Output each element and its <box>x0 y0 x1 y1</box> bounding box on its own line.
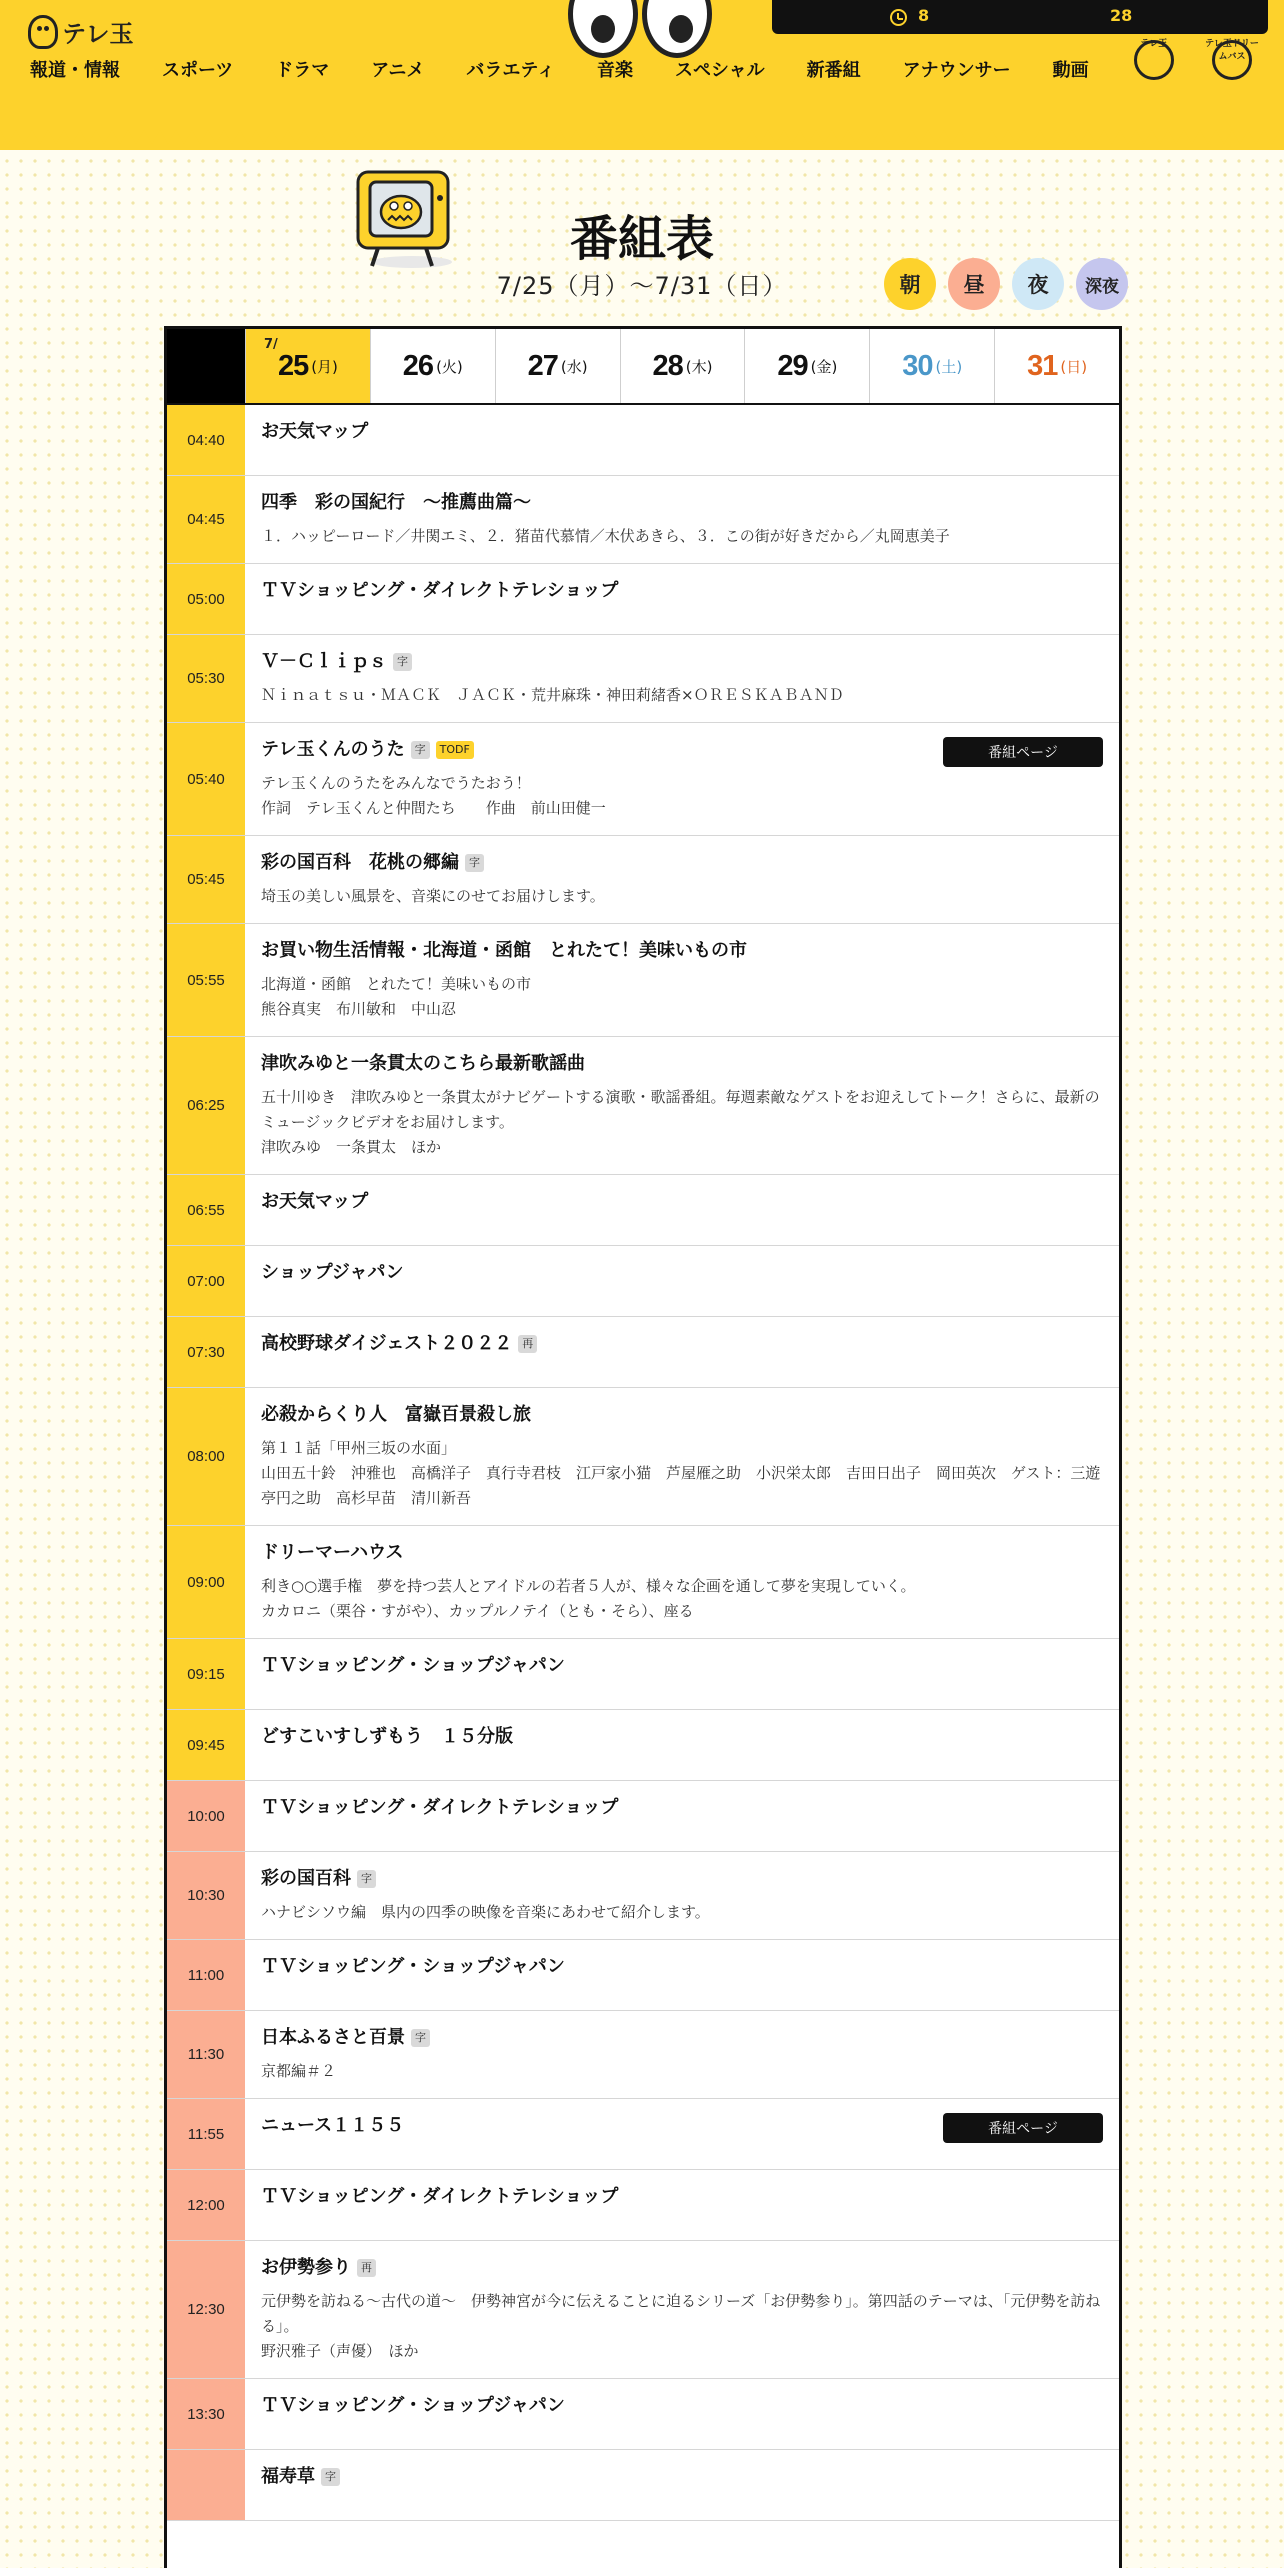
program-title[interactable]: 彩の国百科 <box>261 1868 351 1889</box>
program-title-line <box>261 649 1103 675</box>
day-tab-number: 30 <box>902 349 933 382</box>
program-row[interactable] <box>167 1317 1119 1388</box>
day-tab-31[interactable] <box>994 329 1119 403</box>
program-row[interactable] <box>167 1388 1119 1526</box>
site-header <box>0 0 1284 150</box>
program-time: 04:40 <box>167 405 245 475</box>
page-title: 番組表 <box>569 211 714 267</box>
program-title[interactable]: お買い物生活情報・北海道・函館 とれたて！美味いもの市 <box>261 940 747 961</box>
program-description: 第１１話「甲州三坂の水面」 山田五十鈴 沖雅也 高橋洋子 真行寺君枝 江戸家小猫 芦屋雁之助 小沢栄太郎 吉田日出子 岡田英次 ゲスト：三遊亭円之助 高杉早苗 清川新吾 <box>261 1439 1101 1507</box>
program-time <box>167 2450 245 2520</box>
site-logo[interactable] <box>28 14 134 49</box>
program-title-line <box>261 1402 1103 1428</box>
program-time: 08:00 <box>167 1388 245 1525</box>
program-badge: TODF <box>436 741 474 759</box>
program-description: テレ玉くんのうたをみんなでうたおう！ 作詞 テレ玉くんと仲間たち 作曲 前山田健一 <box>261 774 606 817</box>
program-body <box>245 476 1119 563</box>
program-title[interactable]: ＴＶショッピング・ダイレクトテレショップ <box>261 580 619 601</box>
program-row[interactable] <box>167 2379 1119 2450</box>
program-body <box>245 564 1119 634</box>
nav-special[interactable]: スペシャル <box>674 60 765 81</box>
teletama-app-label: テレ玉 <box>1140 39 1168 49</box>
program-title-line <box>261 1795 1103 1821</box>
program-time: 07:30 <box>167 1317 245 1387</box>
program-title-line <box>261 850 1103 876</box>
nav-new-programs[interactable]: 新番組 <box>806 60 861 81</box>
program-row[interactable] <box>167 1526 1119 1639</box>
logo-text: テレ玉 <box>62 20 134 48</box>
program-row[interactable] <box>167 2241 1119 2379</box>
program-title-line <box>261 938 1103 964</box>
program-title-line <box>261 1724 1103 1750</box>
day-tab-number: 26 <box>402 349 434 382</box>
clock-bar <box>772 0 1268 34</box>
program-title[interactable]: ショップジャパン <box>261 1262 404 1283</box>
program-title[interactable]: ＴＶショッピング・ダイレクトテレショップ <box>261 1797 619 1818</box>
program-body <box>245 2099 1119 2169</box>
global-nav <box>30 56 1089 82</box>
day-tab-29[interactable] <box>744 329 869 403</box>
nav-sports[interactable]: スポーツ <box>162 60 234 81</box>
program-page-button[interactable]: 番組ページ <box>943 2113 1103 2143</box>
tab-morning[interactable]: 朝 <box>884 258 936 310</box>
program-time: 12:30 <box>167 2241 245 2378</box>
day-tab-number: 31 <box>1027 349 1058 382</box>
program-time: 05:00 <box>167 564 245 634</box>
program-body <box>245 1526 1119 1638</box>
program-body <box>245 1710 1119 1780</box>
program-badge: 字 <box>321 2468 340 2486</box>
day-tab-month: 7/ <box>264 337 278 352</box>
program-description: 京都編＃２ <box>261 2062 337 2080</box>
program-row[interactable] <box>167 1037 1119 1175</box>
program-body <box>245 2241 1119 2378</box>
program-body <box>245 1852 1119 1939</box>
program-time: 06:55 <box>167 1175 245 1245</box>
program-body <box>245 2379 1119 2449</box>
program-title[interactable]: ＴＶショッピング・ショップジャパン <box>261 1655 565 1676</box>
program-row[interactable] <box>167 1940 1119 2011</box>
program-title[interactable]: お伊勢参り <box>261 2257 351 2278</box>
program-title[interactable]: 四季 彩の国紀行 ～推薦曲篇～ <box>261 492 531 513</box>
program-title[interactable]: どすこいすしずもう １５分版 <box>261 1726 513 1747</box>
day-tab-weekday: (日) <box>1060 357 1088 376</box>
day-tabs <box>167 329 1119 405</box>
program-body <box>245 1317 1119 1387</box>
day-header-corner <box>167 329 245 403</box>
program-time: 13:30 <box>167 2379 245 2449</box>
nav-videos[interactable]: 動画 <box>1052 60 1089 81</box>
program-row[interactable] <box>167 405 1119 476</box>
program-title[interactable]: お天気マップ <box>261 1191 369 1212</box>
day-tab-30[interactable] <box>869 329 994 403</box>
program-time: 05:40 <box>167 723 245 835</box>
day-tab-25[interactable] <box>245 329 370 403</box>
date-range: 7/25（月）〜7/31（日） <box>496 272 788 300</box>
nav-music[interactable]: 音楽 <box>596 60 633 81</box>
program-time: 09:15 <box>167 1639 245 1709</box>
program-time: 11:00 <box>167 1940 245 2010</box>
program-title[interactable]: Ｖ－Ｃｌｉｐｓ <box>261 651 387 672</box>
program-description: Ｎｉｎａｔｓｕ・ＭＡＣＫ ＪＡＣＫ・荒井麻珠・神田莉緒香×ＯＲＥＳＫＡＢＡＮＤ <box>261 686 844 704</box>
program-title[interactable]: ＴＶショッピング・ショップジャパン <box>261 1956 565 1977</box>
program-title[interactable]: お天気マップ <box>261 421 369 442</box>
clock-value-left: 8 <box>918 6 930 25</box>
program-badge: 字 <box>393 653 412 671</box>
program-body <box>245 635 1119 722</box>
day-tab-28[interactable] <box>620 329 745 403</box>
program-row[interactable] <box>167 2099 1119 2170</box>
program-title-line <box>261 1866 1103 1892</box>
program-body <box>245 2011 1119 2098</box>
program-row[interactable] <box>167 2450 1119 2521</box>
program-body <box>245 1037 1119 1174</box>
program-time: 11:55 <box>167 2099 245 2169</box>
program-title[interactable]: 日本ふるさと百景 <box>261 2027 405 2048</box>
program-title-line <box>261 1051 1103 1077</box>
time-of-day-tabs <box>884 258 1128 310</box>
program-time: 07:00 <box>167 1246 245 1316</box>
program-title-line <box>261 419 1103 445</box>
program-body <box>245 1388 1119 1525</box>
program-title[interactable]: 福寿草 <box>261 2466 315 2487</box>
program-row[interactable] <box>167 1246 1119 1317</box>
program-badge: 字 <box>411 2029 430 2047</box>
program-title-line <box>261 2393 1103 2419</box>
program-body <box>245 1781 1119 1851</box>
program-time: 04:45 <box>167 476 245 563</box>
program-title[interactable]: テレ玉くんのうた <box>261 739 405 760</box>
program-body <box>245 1940 1119 2010</box>
day-tab-27[interactable] <box>495 329 620 403</box>
eye-left-icon <box>568 0 638 58</box>
program-title[interactable]: ニュース１１５５ <box>261 2115 405 2136</box>
tab-night[interactable]: 夜 <box>1012 258 1064 310</box>
program-row[interactable] <box>167 836 1119 924</box>
program-badge: 再 <box>518 1335 537 1353</box>
program-time: 05:45 <box>167 836 245 923</box>
program-page-button[interactable]: 番組ページ <box>943 737 1103 767</box>
program-time: 11:30 <box>167 2011 245 2098</box>
day-tab-number: 25 <box>277 349 309 382</box>
program-title-line <box>261 490 1103 516</box>
program-time: 10:00 <box>167 1781 245 1851</box>
program-time: 06:25 <box>167 1037 245 1174</box>
program-title-line <box>261 1653 1103 1679</box>
day-tab-weekday: (水) <box>560 357 588 376</box>
program-row[interactable] <box>167 2170 1119 2241</box>
day-tab-number: 29 <box>777 349 808 382</box>
program-description: 北海道・函館 とれたて！美味いもの市 熊谷真実 布川敏和 中山忍 <box>261 975 532 1018</box>
program-body <box>245 2170 1119 2240</box>
program-description: 利き○○選手権 夢を持つ芸人とアイドルの若者５人が、様々な企画を通して夢を実現していく。 カカロニ（栗谷・すがや）、カップルノテイ（とも・そら）、座る <box>261 1577 916 1620</box>
eye-right-icon <box>642 0 712 58</box>
nav-drama[interactable]: ドラマ <box>275 60 330 81</box>
program-row[interactable] <box>167 1781 1119 1852</box>
program-title-line <box>261 1189 1103 1215</box>
program-badge: 字 <box>357 1870 376 1888</box>
program-row[interactable] <box>167 1639 1119 1710</box>
program-title-line <box>261 2464 1103 2490</box>
program-badge: 字 <box>411 741 430 759</box>
program-list <box>167 405 1119 2521</box>
program-body <box>245 1639 1119 1709</box>
program-title-line <box>261 1331 1103 1357</box>
day-tab-weekday: (土) <box>935 357 963 376</box>
program-row[interactable] <box>167 564 1119 635</box>
program-description: 元伊勢を訪ねる～古代の道～ 伊勢神宮が今に伝えることに迫るシリーズ「お伊勢参り」。第四話のテーマは、「元伊勢を訪ねる」。 野沢雅子（声優） ほか <box>261 2292 1101 2360</box>
program-title-line <box>261 2184 1103 2210</box>
program-row[interactable] <box>167 924 1119 1037</box>
day-tab-weekday: (木) <box>685 357 713 376</box>
day-tab-weekday: (金) <box>810 357 838 376</box>
program-body <box>245 836 1119 923</box>
program-title[interactable]: ＴＶショッピング・ショップジャパン <box>261 2395 565 2416</box>
program-title-line <box>261 2025 1103 2051</box>
program-row[interactable] <box>167 2011 1119 2099</box>
nav-news[interactable]: 報道・情報 <box>30 60 120 81</box>
mascot-icon <box>28 15 58 49</box>
clock-value-right: 28 <box>1110 6 1133 25</box>
program-title[interactable]: 津吹みゆと一条貫太のこちら最新歌謡曲 <box>261 1053 585 1074</box>
program-title-line <box>261 1954 1103 1980</box>
day-tab-number: 27 <box>527 349 558 382</box>
program-description: ハナビシソウ編 県内の四季の映像を音楽にあわせて紹介します。 <box>261 1903 710 1921</box>
program-description: 埼玉の美しい風景を、音楽にのせてお届けします。 <box>261 887 605 905</box>
program-title[interactable]: 必殺からくり人 富嶽百景殺し旅 <box>261 1404 531 1425</box>
nav-variety[interactable]: バラエティ <box>466 60 555 81</box>
dream-bus-label: テレ玉ドリームバス <box>1205 39 1259 62</box>
program-description: 五十川ゆき 津吹みゆと一条貫太がナビゲートする演歌・歌謡番組。毎週素敵なゲストをお迎えしてトーク！さらに、最新のミュージックビデオをお届けします。 津吹みゆ 一条貫太 ほか <box>261 1088 1100 1156</box>
program-time: 05:55 <box>167 924 245 1036</box>
program-row[interactable] <box>167 1852 1119 1940</box>
nav-anime[interactable]: アニメ <box>371 60 425 81</box>
program-badge: 再 <box>357 2259 376 2277</box>
program-title[interactable]: 高校野球ダイジェスト２０２２ <box>261 1333 513 1354</box>
program-title[interactable]: 彩の国百科 花桃の郷編 <box>261 852 459 873</box>
program-row[interactable] <box>167 723 1119 836</box>
clock-icon <box>890 9 907 26</box>
nav-announcers[interactable]: アナウンサー <box>902 60 1011 81</box>
program-row[interactable] <box>167 635 1119 723</box>
program-row[interactable] <box>167 1175 1119 1246</box>
header-zigzag-edge <box>0 130 1284 160</box>
program-time: 12:00 <box>167 2170 245 2240</box>
day-tab-number: 28 <box>652 349 683 382</box>
day-tab-26[interactable] <box>370 329 495 403</box>
program-time: 10:30 <box>167 1852 245 1939</box>
program-title-line <box>261 578 1103 604</box>
program-body <box>245 2450 1119 2520</box>
day-tab-weekday: (火) <box>436 357 463 376</box>
program-body <box>245 1246 1119 1316</box>
program-body <box>245 405 1119 475</box>
tab-late-night[interactable]: 深夜 <box>1076 258 1128 310</box>
program-title[interactable]: ドリーマーハウス <box>261 1542 404 1563</box>
program-time: 09:45 <box>167 1710 245 1780</box>
program-row[interactable] <box>167 1710 1119 1781</box>
program-badge: 字 <box>465 854 484 872</box>
tab-daytime[interactable]: 昼 <box>948 258 1000 310</box>
program-title-line <box>261 1260 1103 1286</box>
program-body <box>245 723 1119 835</box>
program-title[interactable]: ＴＶショッピング・ダイレクトテレショップ <box>261 2186 619 2207</box>
program-time: 09:00 <box>167 1526 245 1638</box>
program-description: １．ハッピーロード／井関エミ、２．猪苗代慕情／木伏あきら、３．この街が好きだから／丸岡恵美子 <box>261 527 950 545</box>
program-body <box>245 924 1119 1036</box>
program-time: 05:30 <box>167 635 245 722</box>
day-tab-weekday: (月) <box>311 357 338 376</box>
program-row[interactable] <box>167 476 1119 564</box>
program-body <box>245 1175 1119 1245</box>
program-title-line <box>261 2255 1103 2281</box>
program-title-line <box>261 1540 1103 1566</box>
mascot-eyes <box>568 0 712 58</box>
schedule-table <box>164 326 1122 2568</box>
